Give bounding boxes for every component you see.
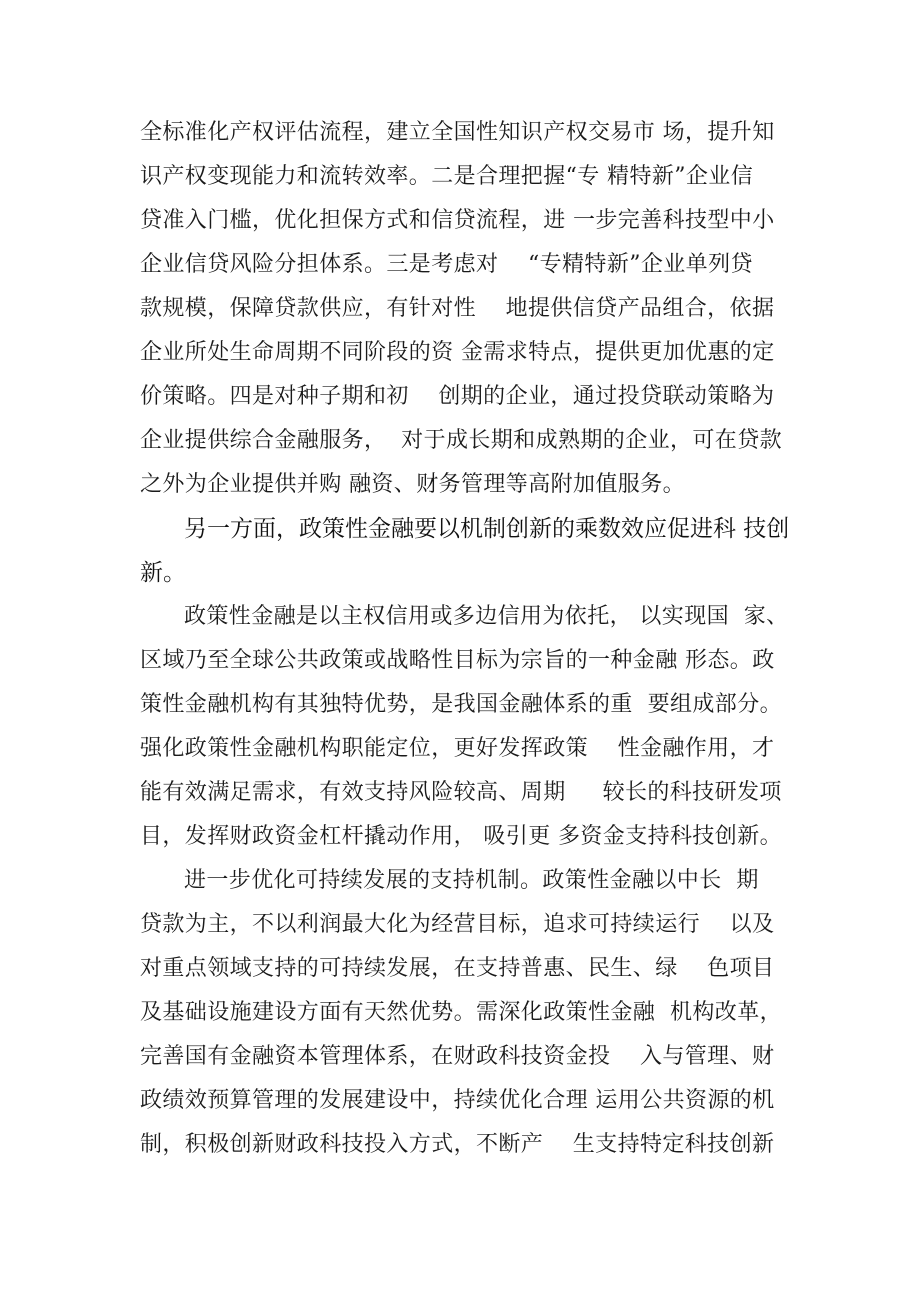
text-line: 对重点领域支持的可持续发展，在支持普惠、民生、绿 色项目 xyxy=(140,956,775,981)
text-line: 目，发挥财政资金杠杆撬动作用， 吸引更 多资金支持科技创新。 xyxy=(140,824,782,849)
text-line: 之外为企业提供并购 融资、财务管理等高附加值服务。 xyxy=(140,472,685,497)
text-line: 价策略。四是对种子期和初 创期的企业，通过投贷联动策略为 xyxy=(140,384,775,409)
text-line: 企业提供综合金融服务， 对于成长期和成熟期的企业，可在贷款 xyxy=(140,428,782,453)
text-line: 政绩效预算管理的发展建设中，持续优化合理 运用公共资源的机 xyxy=(140,1088,775,1113)
text-line: 识产权变现能力和流转效率。二是合理把握“专 精特新”企业信 xyxy=(140,164,754,189)
text-line: 政策性金融是以主权信用或多边信用为依托， 以实现国 家、 xyxy=(184,604,789,629)
text-line: 区域乃至全球公共政策或战略性目标为宗旨的一种金融 形态。政 xyxy=(140,648,775,673)
text-line: 全标准化产权评估流程，建立全国性知识产权交易市 场，提升知 xyxy=(140,120,775,145)
text-line: 贷准入门槛，优化担保方式和信贷流程，进 一步完善科技型中小 xyxy=(140,208,775,233)
section-heading-line: 新。 xyxy=(140,560,186,586)
text-line: 及基础设施建设方面有天然优势。需深化政策性金融 机构改革， xyxy=(140,1000,782,1025)
text-line: 贷款为主，不以利润最大化为经营目标，追求可持续运行 以及 xyxy=(140,912,775,937)
text-line: 完善国有金融资本管理体系，在财政科技资金投 入与管理、财 xyxy=(140,1044,775,1069)
text-line: 能有效满足需求，有效支持风险较高、周期 较长的科技研发项 xyxy=(140,780,782,805)
text-line: 强化政策性金融机构职能定位，更好发挥政策 性金融作用，才 xyxy=(140,736,775,761)
text-line: 企业所处生命周期不同阶段的资 金需求特点，提供更加优惠的定 xyxy=(140,340,775,365)
section-heading-line: 另一方面，政策性金融要以机制创新的乘数效应促进科 技创 xyxy=(184,516,790,542)
text-line: 进一步优化可持续发展的支持机制。政策性金融以中长 期 xyxy=(184,868,759,893)
text-line: 企业信贷风险分担体系。三是考虑对 “专精特新”企业单列贷 xyxy=(140,252,753,277)
text-line: 款规模，保障贷款供应，有针对性 地提供信贷产品组合，依据 xyxy=(140,296,775,321)
text-line: 策性金融机构有其独特优势，是我国金融体系的重 要组成部分。 xyxy=(140,692,782,717)
text-line: 制，积极创新财政科技投入方式，不断产 生支持特定科技创新 xyxy=(140,1132,775,1157)
